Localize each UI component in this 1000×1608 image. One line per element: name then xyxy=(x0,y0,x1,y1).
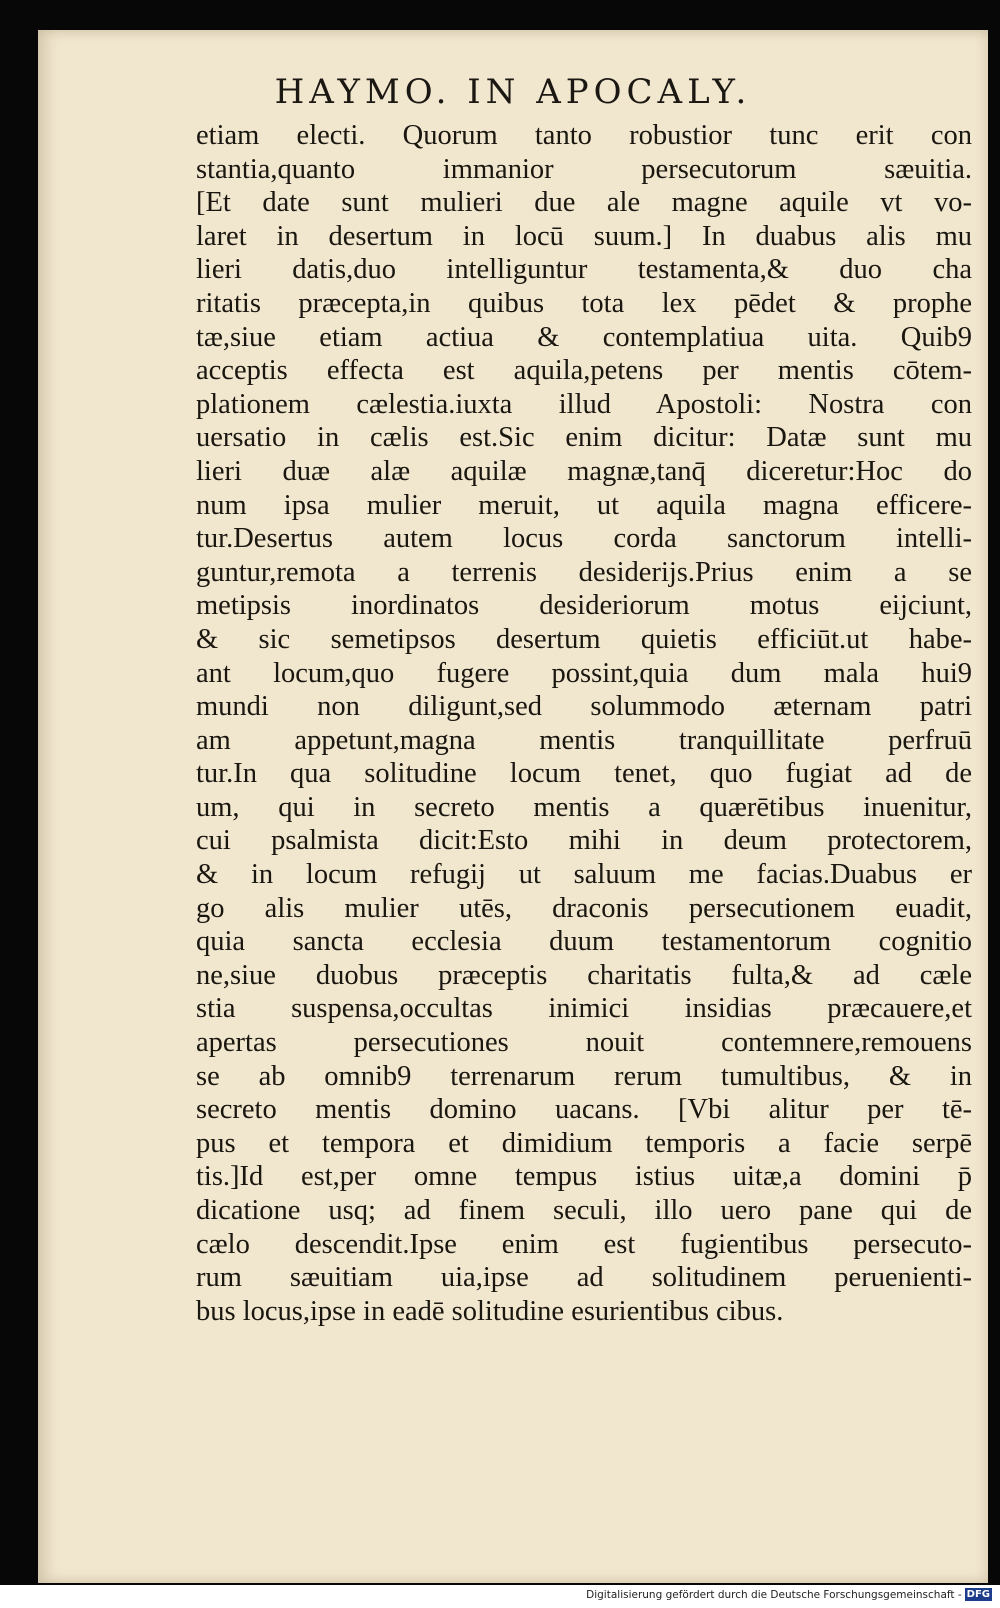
text-line: lieri datis,duo intelliguntur testamenta,& duo cha xyxy=(196,254,972,286)
text-line: am appetunt,magna mentis tranquillitate perfruū xyxy=(196,724,972,756)
text-line: cælo descendit.Ipse enim est fugientibus persecuto- xyxy=(196,1228,972,1260)
text-line: guntur,remota a terrenis desiderijs.Prius enim a se xyxy=(196,556,972,588)
book-page xyxy=(38,30,988,1583)
text-line: & in locum refugij ut saluum me facias.Duabus er xyxy=(196,859,972,891)
text-line: tæ,siue etiam actiua & contemplatiua uita. Quib9 xyxy=(196,321,972,353)
text-line: [Et date sunt mulieri due ale magne aquile vt vo- xyxy=(196,187,972,219)
running-header: HAYMO. IN APOCALY. xyxy=(274,72,752,112)
text-line: num ipsa mulier meruit, ut aquila magna efficere- xyxy=(196,489,972,521)
text-line: plationem cælestia.iuxta illud Apostoli: Nostra con xyxy=(196,388,972,420)
text-line: apertas persecutiones nouit contemnere,remouens xyxy=(196,1027,972,1059)
text-line: bus locus,ipse in eadē solitudine esurientibus cibus. xyxy=(196,1295,784,1327)
text-line: ritatis præcepta,in quibus tota lex pēdet & prophe xyxy=(196,287,972,319)
dfg-logo: DFG xyxy=(966,1589,990,1600)
text-line: etiam electi. Quorum tanto robustior tunc erit con xyxy=(196,120,972,151)
text-line: laret in desertum in locū suum.] In duabus alis mu xyxy=(196,220,972,252)
text-line: lieri duæ alæ aquilæ magnæ,tanq̄ diceretur:Hoc do xyxy=(196,455,972,487)
text-line: quia sancta ecclesia duum testamentorum cognitio xyxy=(196,926,972,958)
text-line: tur.Desertus autem locus corda sanctorum intelli- xyxy=(196,523,972,555)
text-line: mundi non diligunt,sed solummodo æternam patri xyxy=(196,691,972,723)
text-line: stantia,quanto immanior persecutorum sæuitia. xyxy=(196,153,972,185)
text-line: go alis mulier utēs, draconis persecutionem euadit, xyxy=(196,892,972,924)
text-line: se ab omnib9 terrenarum rerum tumultibus, & in xyxy=(196,1060,972,1092)
text-line: & sic semetipsos desertum quietis efficiūt.ut habe- xyxy=(196,623,972,655)
text-line: uersatio in cælis est.Sic enim dicitur: Datæ sunt mu xyxy=(196,422,972,454)
text-line: ne,siue duobus præceptis charitatis fulta,& ad cæle xyxy=(196,959,972,991)
text-line: pus et tempora et dimidium temporis a facie serpē xyxy=(196,1127,972,1159)
text-line: acceptis effecta est aquila,petens per mentis cōtem- xyxy=(196,355,972,387)
text-line: dicatione usq; ad finem seculi, illo uero pane qui de xyxy=(196,1195,972,1226)
text-line: rum sæuitiam uia,ipse ad solitudinem peruenienti- xyxy=(196,1262,972,1294)
text-line: ant locum,quo fugere possint,quia dum mala hui9 xyxy=(196,657,972,689)
text-line: um, qui in secreto mentis a quærētibus inuenitur, xyxy=(196,791,972,823)
credit-text: Digitalisierung gefördert durch die Deutsche Forschungsgemeinschaft - xyxy=(586,1588,962,1601)
footer-credit xyxy=(586,1588,992,1601)
text-line: stia suspensa,occultas inimici insidias præcauere,et xyxy=(196,993,972,1025)
body-text xyxy=(196,119,972,1328)
text-line: metipsis inordinatos desideriorum motus eijciunt, xyxy=(196,590,972,622)
text-line: cui psalmista dicit:Esto mihi in deum protectorem, xyxy=(196,825,972,857)
text-line: secreto mentis domino uacans. [Vbi alitur per tē- xyxy=(196,1094,972,1126)
text-line: tis.]Id est,per omne tempus istius uitæ,a domini p̄ xyxy=(196,1161,972,1193)
text-line: tur.In qua solitudine locum tenet, quo fugiat ad de xyxy=(196,758,972,790)
